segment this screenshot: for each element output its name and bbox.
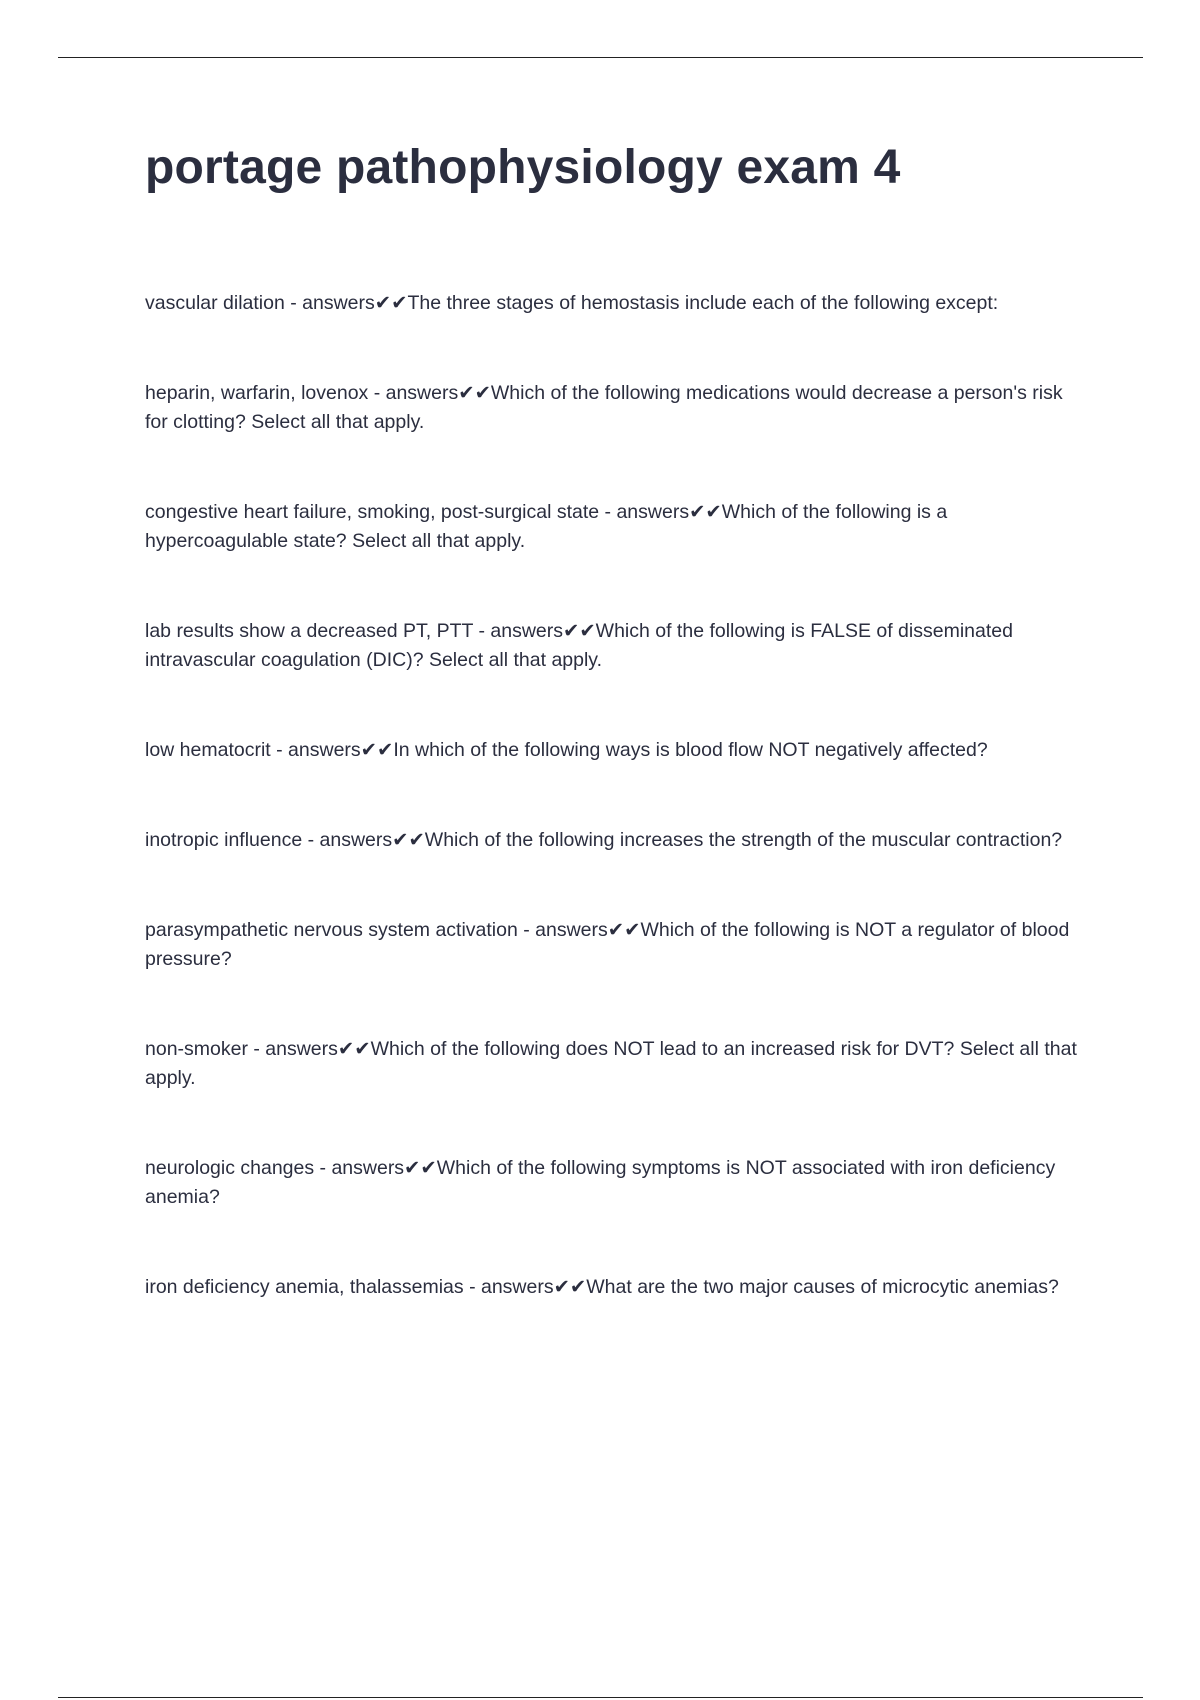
top-divider [58,57,1143,58]
qa-entry: vascular dilation - answers✔✔The three stages of hemostasis include each of the following except: [145,292,999,314]
qa-entry: lab results show a decreased PT, PTT - answers✔✔Which of the following is FALSE of disseminated intravascular coagulation (DIC)? Select all that apply. [145,620,1013,671]
qa-entry: congestive heart failure, smoking, post-surgical state - answers✔✔Which of the following is a hypercoagulable state? Select all that apply. [145,501,948,552]
qa-list [145,289,1085,1302]
qa-entry: neurologic changes - answers✔✔Which of the following symptoms is NOT associated with iron deficiency anemia? [145,1157,1056,1208]
qa-entry: iron deficiency anemia, thalassemias - answers✔✔What are the two major causes of microcytic anemias? [145,1276,1059,1298]
qa-entry: inotropic influence - answers✔✔Which of the following increases the strength of the muscular contraction? [145,829,1063,851]
qa-entry: low hematocrit - answers✔✔In which of the following ways is blood flow NOT negatively affected? [145,739,988,761]
qa-entry: parasympathetic nervous system activation - answers✔✔Which of the following is NOT a regulator of blood pressure? [145,919,1070,970]
bottom-divider [58,1697,1143,1698]
qa-entry: non-smoker - answers✔✔Which of the following does NOT lead to an increased risk for DVT? Select all that apply. [145,1038,1077,1089]
qa-entry: heparin, warfarin, lovenox - answers✔✔Which of the following medications would decrease a person's risk for clotting? Select all that apply. [145,382,1063,433]
document-title: portage pathophysiology exam 4 [145,141,901,194]
